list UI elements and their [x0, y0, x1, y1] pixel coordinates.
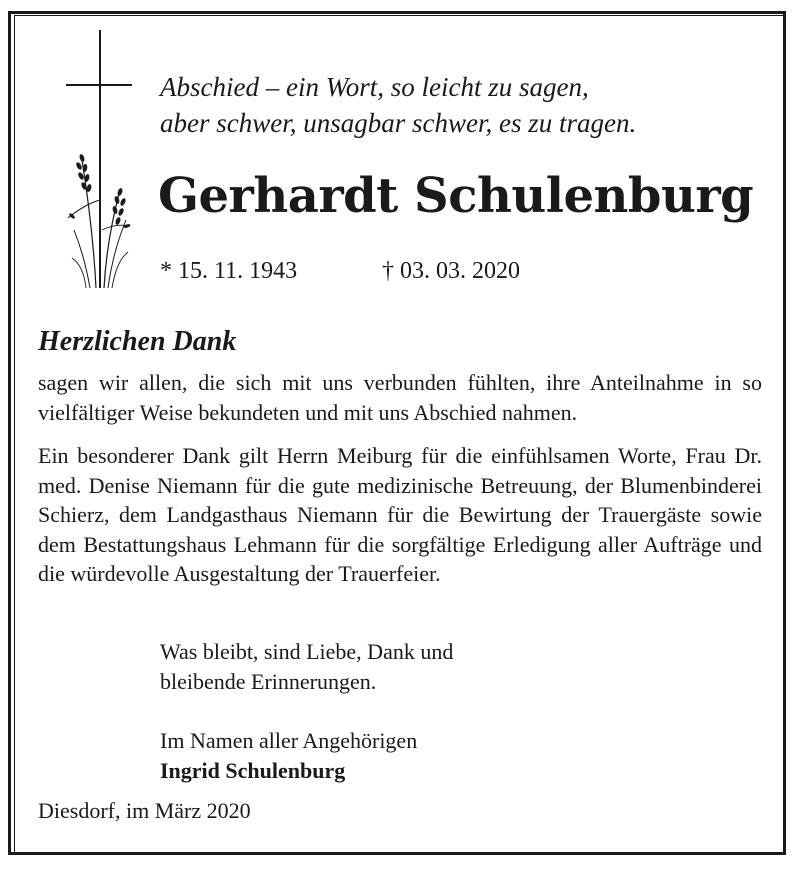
thanks-heading: Herzlichen Dank: [38, 326, 237, 357]
deceased-name: Gerhardt Schulenburg: [158, 168, 754, 224]
cross-with-grain-icon: [60, 30, 140, 292]
closing-line-1: Was bleibt, sind Liebe, Dank und: [160, 639, 454, 664]
signer-name: Ingrid Schulenburg: [160, 757, 346, 783]
death-date: † 03. 03. 2020: [382, 258, 520, 284]
signature-block: [160, 726, 417, 785]
special-thanks-paragraph: Ein besonderer Dank gilt Herrn Meiburg für die einfühlsamen Worte, Frau Dr. med. Denise Niemann für die gute medizinische Betreuung, der Blumenbinderei Schierz, dem Landgasthaus Niemann für die Bewirtung der Trauergäste sowie dem Bestattungshaus Lehmann für die sorgfältige Erledigung aller Aufträge und die würdevolle Ausgestaltung der Trauerfeier.: [38, 443, 762, 586]
birth-date: * 15. 11. 1943: [160, 258, 298, 284]
place-and-date: Diesdorf, im März 2020: [38, 798, 251, 823]
closing-verse: [160, 637, 453, 696]
thanks-paragraph: sagen wir allen, die sich mit uns verbunden fühlten, ihre Anteilnahme in so vielfältiger Weise bekundeten und mit uns Abschied nahmen.: [38, 370, 762, 425]
signature-intro: Im Namen aller Angehörigen: [160, 728, 418, 753]
closing-line-2: bleibende Erinnerungen.: [160, 668, 377, 694]
quote-line-2: aber schwer, unsagbar schwer, es zu tragen.: [160, 108, 637, 138]
quote-line-1: Abschied – ein Wort, so leicht zu sagen,: [160, 72, 589, 102]
